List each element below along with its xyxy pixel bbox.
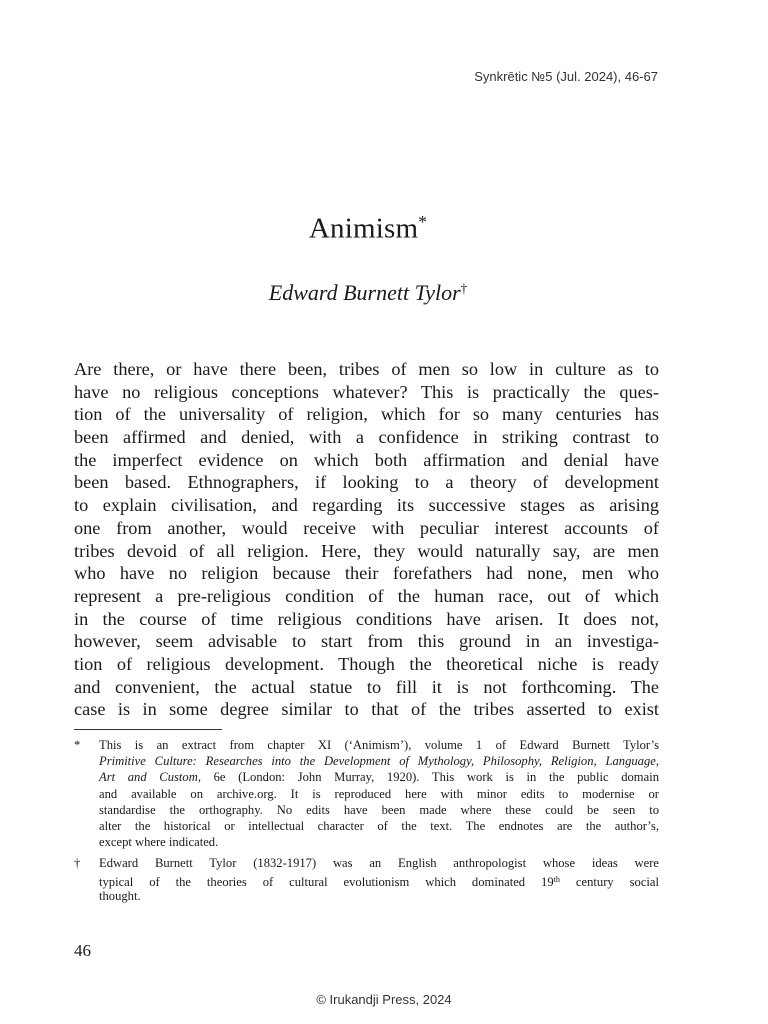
footnote-divider — [74, 729, 222, 730]
book-title-end: Art and Custom — [99, 770, 198, 785]
body-line: been affirmed and denied, with a confidence in striking contrast to — [74, 427, 659, 448]
journal-header: Synkrētic №5 (Jul. 2024), 46-67 — [474, 69, 658, 84]
body-line: however, seem advisable to start from this ground in an investiga- — [74, 631, 659, 652]
footnote-line — [99, 872, 659, 888]
body-line: tion of religious development. Though the theoretical niche is ready — [74, 653, 659, 674]
body-line: who have no religion because their forefathers had none, men who — [74, 563, 659, 584]
body-line: the imperfect evidence on which both affirmation and denial have — [74, 449, 659, 470]
body-line: to explain civilisation, and regarding its successive stages as arising — [74, 495, 659, 516]
body-line: represent a pre-religious condition of the human race, out of which — [74, 585, 659, 606]
body-line: in the course of time religious conditions have arisen. It does not, — [74, 608, 659, 629]
footnote-line: thought. — [99, 888, 141, 903]
footnote-line — [99, 753, 659, 769]
body-line: Are there, or have there been, tribes of men so low in culture as to — [74, 359, 659, 379]
footnote-author — [74, 855, 659, 904]
footnote-line: Edward Burnett Tylor (1832-1917) was an English anthropologist whose ideas were — [99, 856, 659, 871]
footnote-text: century social — [560, 874, 659, 889]
body-line: case is in some degree similar to that of the tribes asserted to exist — [74, 699, 659, 720]
article-title — [0, 212, 736, 246]
title-footnote-mark: * — [418, 212, 428, 232]
publication-info: , 6e (London: John Murray, 1920). This work is in the public domain — [197, 770, 659, 785]
body-line: have no religious conceptions whatever? This is practically the ques- — [74, 381, 659, 402]
footnote-line: alter the historical or intellectual character of the text. The endnotes are the author’s, — [99, 818, 659, 833]
body-line: tion of the universality of religion, which for so many centuries has — [74, 404, 659, 425]
author-footnote-mark: † — [460, 280, 468, 296]
footnote-line: and available on archive.org. It is reproduced here with minor edits to modernise or — [99, 786, 659, 801]
book-title: Primitive Culture: Researches into the Development of Mythology, Philosophy, Religion, Language, — [99, 754, 659, 769]
page-number: 46 — [74, 941, 91, 960]
footnote-line: standardise the orthography. No edits have been made where these could be seen to — [99, 802, 659, 817]
body-line: tribes devoid of all religion. Here, they would naturally say, are men — [74, 540, 659, 561]
title-text: Animism — [308, 212, 419, 245]
footnote-line: This is an extract from chapter XI (‘Animism’), volume 1 of Edward Burnett Tylor’s — [99, 738, 659, 752]
body-paragraph — [74, 358, 659, 721]
ordinal-suffix: th — [553, 874, 560, 884]
footnote-mark: † — [74, 856, 81, 871]
article-author — [0, 280, 736, 306]
copyright-footer: © Irukandji Press, 2024 — [316, 992, 452, 1007]
footnote-title — [74, 737, 659, 850]
footnotes — [74, 737, 659, 909]
footnote-line: except where indicated. — [99, 835, 219, 850]
body-line: one from another, would receive with peculiar interest accounts of — [74, 517, 659, 538]
footnote-line — [99, 769, 659, 785]
author-name: Edward Burnett Tylor — [268, 280, 461, 305]
footnote-mark: * — [74, 738, 81, 752]
body-line: been based. Ethnographers, if looking to a theory of development — [74, 472, 659, 493]
body-line: and convenient, the actual statue to fill it is not forthcoming. The — [74, 676, 659, 697]
footnote-text: typical of the theories of cultural evolutionism which dominated 19 — [99, 874, 554, 889]
